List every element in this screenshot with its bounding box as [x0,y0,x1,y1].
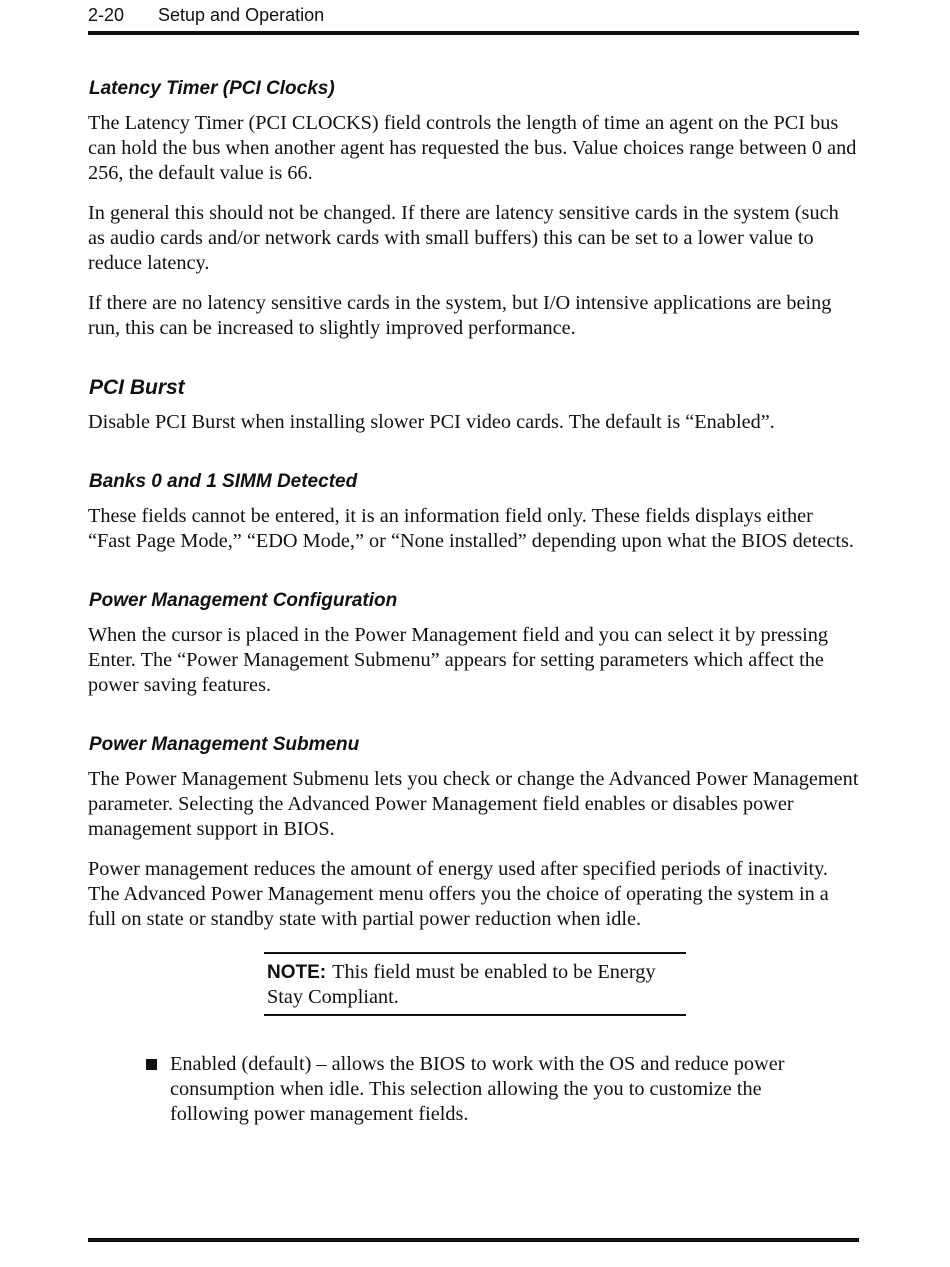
running-header [88,4,859,26]
section-heading: Latency Timer (PCI Clocks) [89,78,335,99]
paragraph: Disable PCI Burst when installing slower PCI video cards. The default is “Enabled”. [88,411,775,433]
section-power-management-configuration [88,588,859,698]
note-label: NOTE: [267,962,327,983]
page-body [88,76,859,1127]
square-bullet-icon [146,1059,157,1070]
section-heading: Power Management Submenu [89,734,360,755]
list-item-text: Enabled (default) – allows the BIOS to work with the OS and reduce power consumption when idle. This selection allowing the you to customize the following power management fields. [170,1053,785,1125]
section-power-management-submenu [88,732,859,932]
section-heading: Power Management Configuration [89,590,398,611]
section-latency-timer [88,76,859,341]
paragraph: In general this should not be changed. If there are latency sensitive cards in the system (such as audio cards and/or network cards with small buffers) this can be set to a lower value to reduce latency. [88,202,839,274]
paragraph: Power management reduces the amount of energy used after specified periods of inactivity. The Advanced Power Management menu offers you the choice of operating the system in a full on state or standby state with partial power reduction when idle. [88,858,829,930]
footer-rule [88,1238,859,1242]
bullet-list [146,1052,859,1127]
section-pci-burst [88,375,859,435]
chapter-title: Setup and Operation [158,5,325,25]
paragraph: When the cursor is placed in the Power Management field and you can select it by pressing Enter. The “Power Management Submenu” appears for setting parameters which affect the power saving features. [88,624,829,696]
paragraph: These fields cannot be entered, it is an information field only. These fields displays either “Fast Page Mode,” “EDO Mode,” or “None installed” depending upon what the BIOS detects. [88,505,854,552]
note-text: This field must be enabled to be Energy Stay Compliant. [267,961,656,1008]
list-item [146,1052,810,1127]
paragraph: If there are no latency sensitive cards in the system, but I/O intensive applications are being run, this can be increased to slightly improved performance. [88,292,832,339]
paragraph: The Latency Timer (PCI CLOCKS) field controls the length of time an agent on the PCI bus can hold the bus when another agent has requested the bus. Value choices range between 0 and 256, the default value is 66. [88,112,857,184]
note-box [264,952,686,1016]
paragraph: The Power Management Submenu lets you check or change the Advanced Power Management parameter. Selecting the Advanced Power Management field enables or disables power management support in BIOS. [88,768,859,840]
section-heading: Banks 0 and 1 SIMM Detected [89,471,358,492]
section-banks-simm [88,469,859,554]
page-number: 2-20 [88,5,125,25]
section-heading: PCI Burst [89,376,185,399]
header-rule [88,31,859,35]
